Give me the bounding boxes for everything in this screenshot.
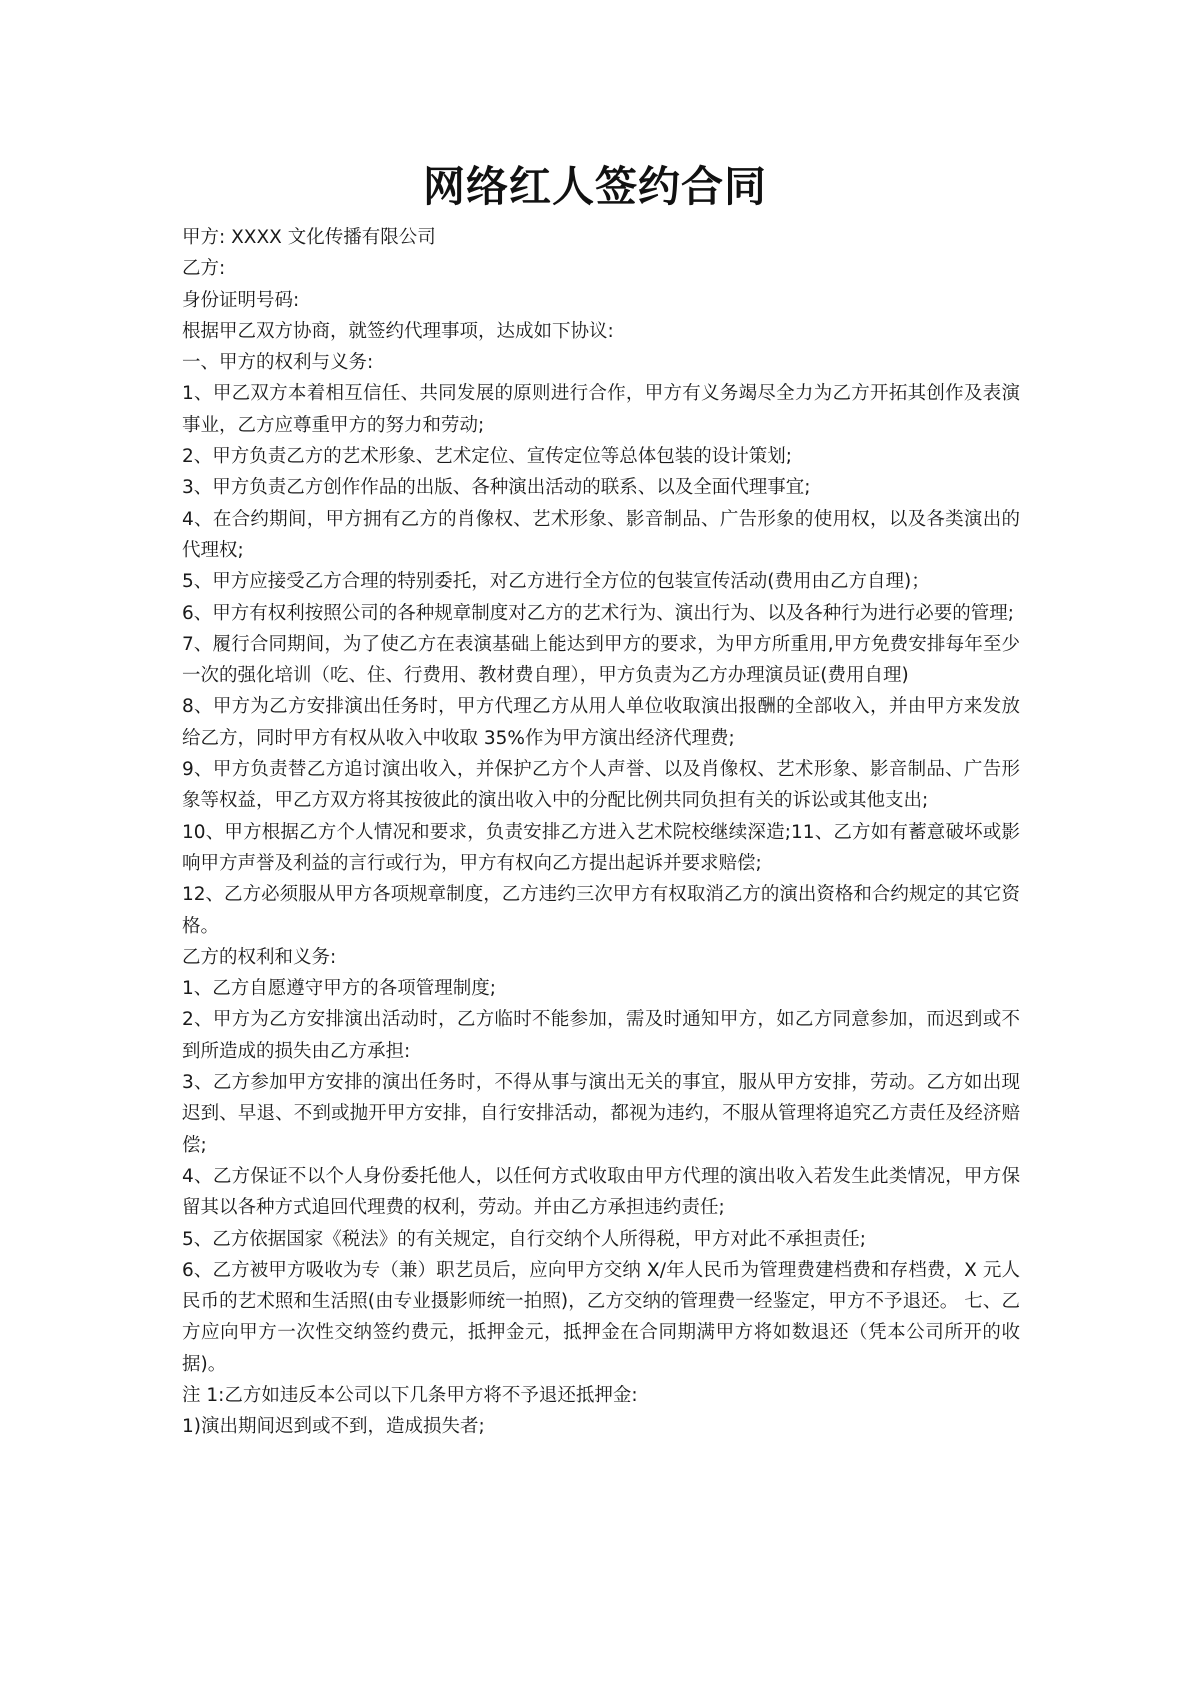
clause-a-7: 7、履行合同期间，为了使乙方在表演基础上能达到甲方的要求，为甲方所重用,甲方免费安排每年至少一次的强化培训（吃、住、行费用、教材费自理），甲方负责为乙方办理演员证(费用自理) [182, 633, 1020, 687]
clause-a-8: 8、甲方为乙方安排演出任务时，甲方代理乙方从用人单位收取演出报酬的全部收入，并由甲方来发放给乙方，同时甲方有权从收入中收取 35%作为甲方演出经济代理费; [182, 696, 1020, 749]
section-heading-party-b: 乙方的权利和义务: [182, 946, 337, 968]
document-title: 网络红人签约合同 [422, 162, 767, 211]
clause-a-6: 6、甲方有权利按照公司的各种规章制度对乙方的艺术行为、演出行为、以及各种行为进行必要的管理; [182, 602, 1015, 624]
clause-a-5: 5、甲方应接受乙方合理的特别委托，对乙方进行全方位的包装宣传活动(费用由乙方自理)； [182, 571, 930, 593]
section-heading-party-a: 一、甲方的权利与义务: [182, 352, 374, 374]
note-1: 注 1:乙方如违反本公司以下几条甲方将不予退还抵押金: [182, 1384, 638, 1406]
id-number-line: 身份证明号码: [182, 289, 300, 311]
clause-a-9: 9、甲方负责替乙方追讨演出收入，并保护乙方个人声誉、以及肖像权、艺术形象、影音制品、广告形象等权益，甲乙方双方将其按彼此的演出收入中的分配比例共同负担有关的诉讼或其他支出; [182, 759, 1020, 812]
clause-b-5: 5、乙方依据国家《税法》的有关规定，自行交纳个人所得税，甲方对此不承担责任; [182, 1228, 867, 1250]
party-b-line: 乙方: [182, 258, 226, 280]
clause-a-3: 3、甲方负责乙方创作作品的出版、各种演出活动的联系、以及全面代理事宜; [182, 477, 811, 499]
clause-a-1: 1、甲乙双方本着相互信任、共同发展的原则进行合作，甲方有义务竭尽全力为乙方开拓其创作及表演事业，乙方应尊重甲方的努力和劳动; [182, 383, 1020, 436]
clause-a-12: 12、乙方必须服从甲方各项规章制度，乙方违约三次甲方有权取消乙方的演出资格和合约规定的其它资格。 [182, 884, 1020, 937]
party-a-line: 甲方: XXXX 文化传播有限公司 [182, 227, 436, 248]
document-body [182, 222, 1020, 1443]
note-1-item-1: 1)演出期间迟到或不到，造成损失者; [182, 1416, 485, 1438]
clause-a-2: 2、甲方负责乙方的艺术形象、艺术定位、宣传定位等总体包装的设计策划; [182, 446, 793, 468]
clause-b-3: 3、乙方参加甲方安排的演出任务时，不得从事与演出无关的事宜，服从甲方安排，劳动。乙方如出现迟到、早退、不到或抛开甲方安排，自行安排活动，都视为违约，不服从管理将追究乙方责任及经济赔偿; [182, 1072, 1020, 1156]
clause-b-4: 4、乙方保证不以个人身份委托他人，以任何方式收取由甲方代理的演出收入若发生此类情况，甲方保留其以各种方式追回代理费的权利，劳动。并由乙方承担违约责任; [182, 1165, 1020, 1219]
clause-b-1: 1、乙方自愿遵守甲方的各项管理制度; [182, 978, 497, 1000]
clause-a-4: 4、在合约期间，甲方拥有乙方的肖像权、艺术形象、影音制品、广告形象的使用权，以及各类演出的代理权; [182, 508, 1020, 561]
clause-b-2: 2、甲方为乙方安排演出活动时，乙方临时不能参加，需及时通知甲方，如乙方同意参加，而迟到或不到所造成的损失由乙方承担: [182, 1009, 1020, 1062]
clause-a-10-11: 10、甲方根据乙方个人情况和要求，负责安排乙方进入艺术院校继续深造;11、乙方如有蓄意破坏或影响甲方声誉及利益的言行或行为，甲方有权向乙方提出起诉并要求赔偿; [182, 821, 1020, 874]
agreement-intro: 根据甲乙双方协商，就签约代理事项，达成如下协议: [182, 320, 614, 342]
clause-b-6: 6、乙方被甲方吸收为专（兼）职艺员后，应向甲方交纳 X/年人民币为管理费建档费和存档费，X 元人民币的艺术照和生活照(由专业摄影师统一拍照)，乙方交纳的管理费一经鉴定，甲方不予退还。 七、乙方应向甲方一次性交纳签约费元，抵押金元，抵押金在合同期满甲方将如数退还（凭本公司所开的收据)。 [182, 1259, 1020, 1375]
